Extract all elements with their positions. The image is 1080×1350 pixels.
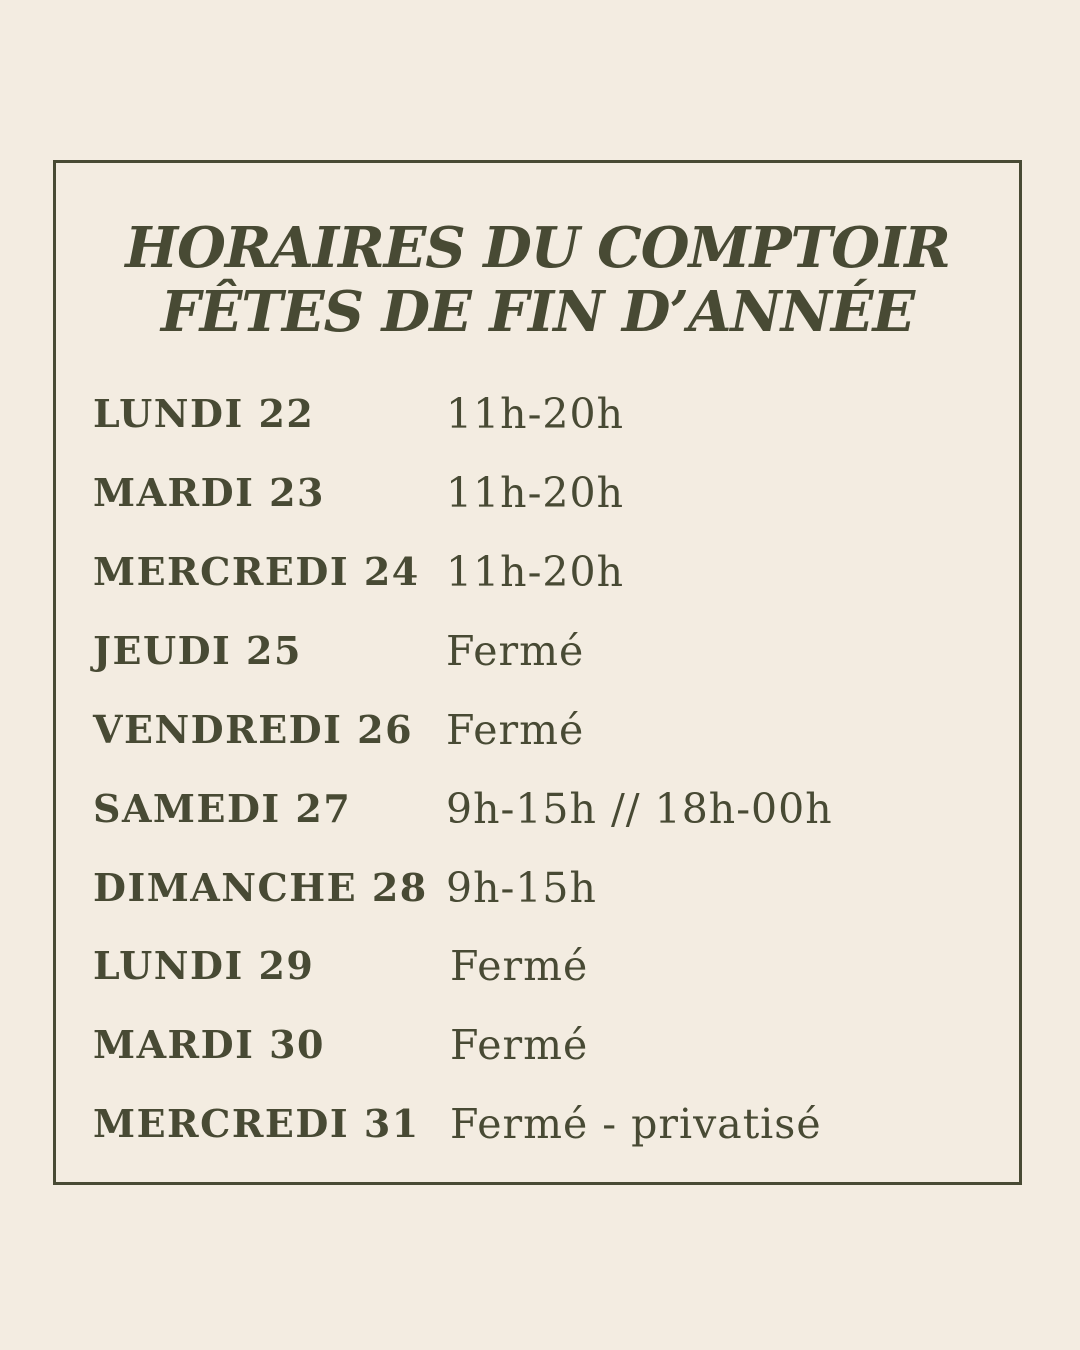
hours-value: Fermé — [446, 706, 585, 754]
schedule-row — [93, 621, 993, 681]
schedule-row — [93, 1015, 993, 1075]
hours-value: 9h-15h — [446, 864, 597, 912]
title-line-2: FÊTES DE FIN D’ANNÉE — [160, 279, 915, 345]
hours-value: Fermé — [450, 1021, 589, 1069]
day-label: MARDI 23 — [93, 470, 325, 515]
day-label: MERCREDI 31 — [93, 1101, 420, 1146]
schedule-frame — [53, 160, 1022, 1185]
schedule-row — [93, 936, 993, 996]
schedule-row — [93, 1094, 993, 1154]
schedule-row — [93, 700, 993, 760]
schedule-row — [93, 542, 993, 602]
hours-value: Fermé - privatisé — [450, 1100, 822, 1148]
day-label: DIMANCHE 28 — [93, 865, 428, 910]
hours-value: Fermé — [450, 942, 589, 990]
day-label: MERCREDI 24 — [93, 549, 420, 594]
schedule-row — [93, 463, 993, 523]
day-label: JEUDI 25 — [93, 628, 302, 673]
schedule-row — [93, 384, 993, 444]
day-label: VENDREDI 26 — [93, 707, 414, 752]
hours-value: 11h-20h — [446, 469, 625, 517]
day-label: MARDI 30 — [93, 1022, 325, 1067]
hours-value: 11h-20h — [446, 548, 625, 596]
hours-value: 9h-15h // 18h-00h — [446, 785, 833, 833]
hours-value: 11h-20h — [446, 390, 625, 438]
hours-value: Fermé — [446, 627, 585, 675]
day-label: LUNDI 29 — [93, 943, 315, 988]
day-label: LUNDI 22 — [93, 391, 315, 436]
schedule-row — [93, 779, 993, 839]
title-line-1: HORAIRES DU COMPTOIR — [125, 215, 950, 281]
schedule-row — [93, 858, 993, 918]
day-label: SAMEDI 27 — [93, 786, 352, 831]
